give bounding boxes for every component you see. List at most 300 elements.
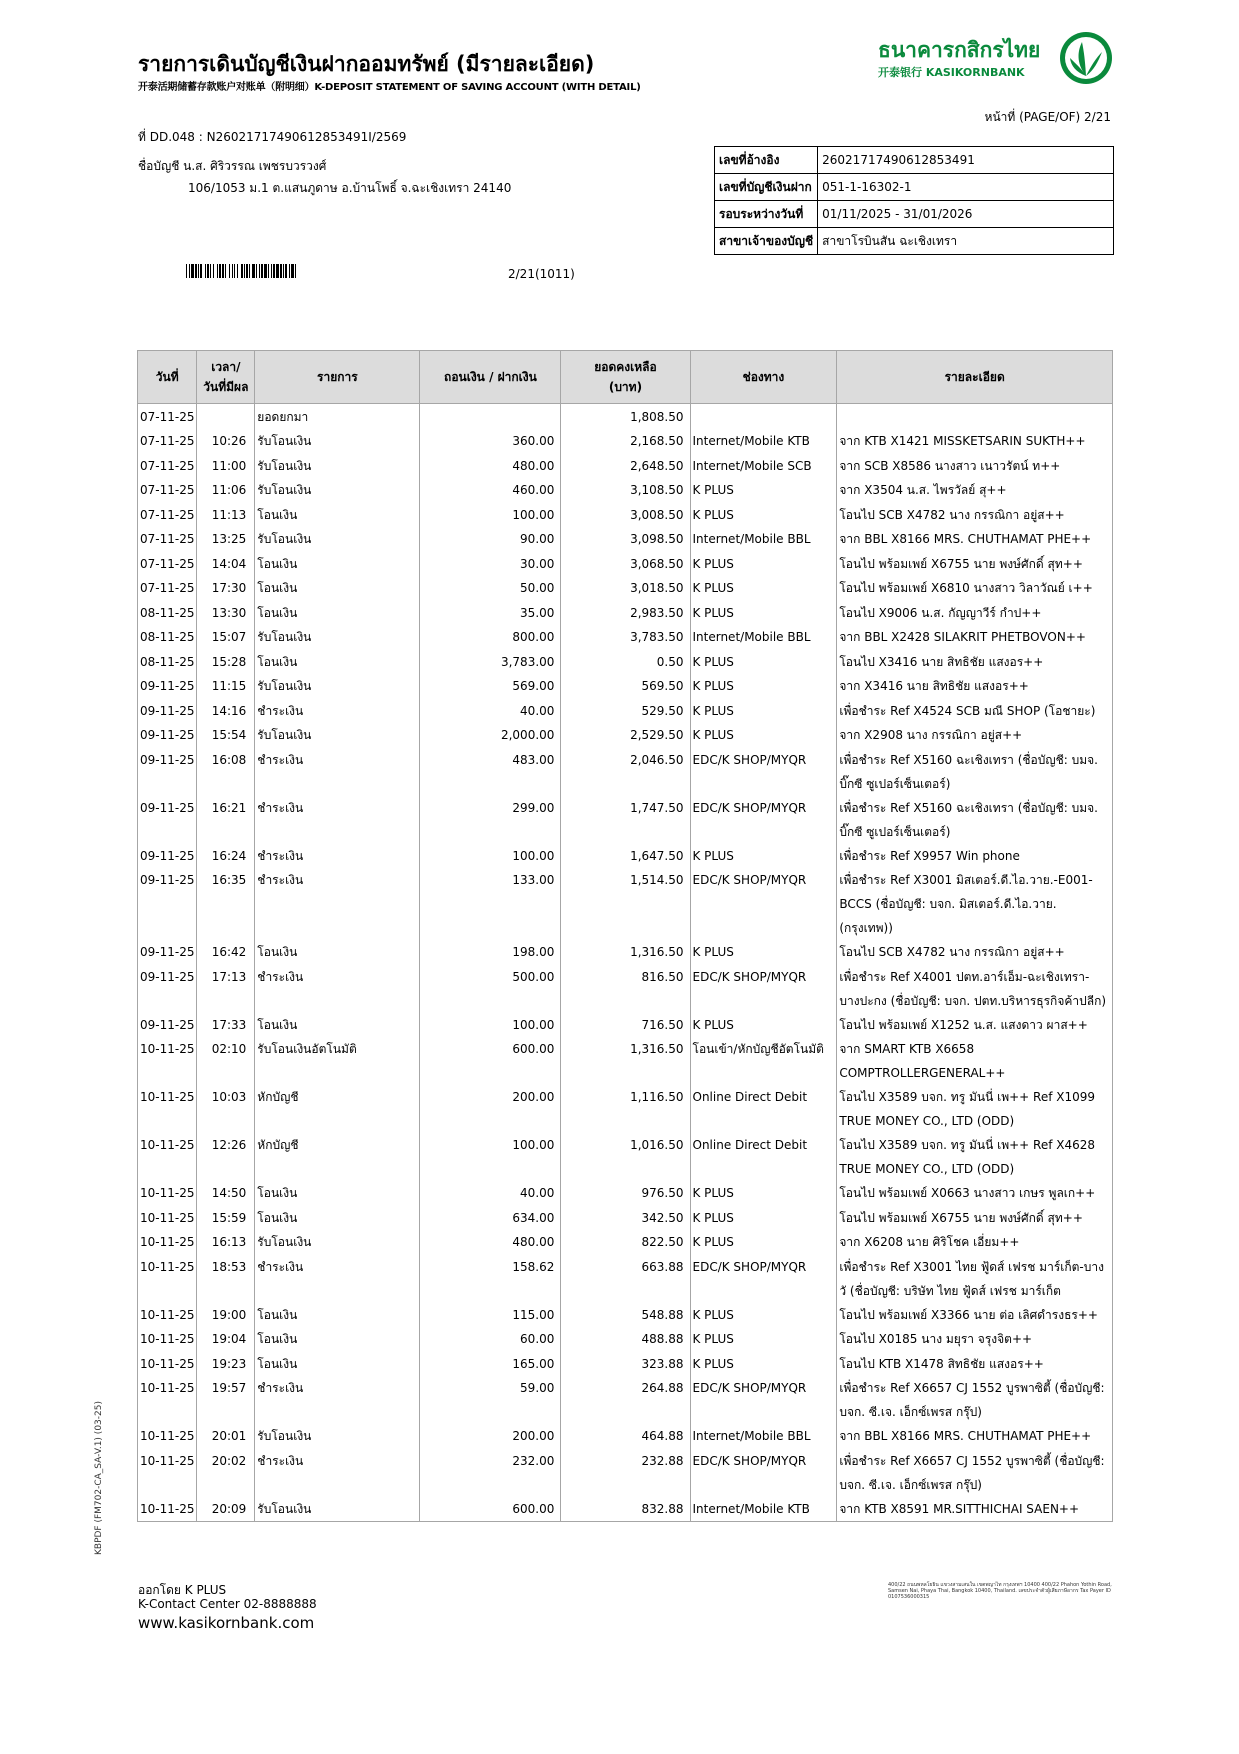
cell-amount: 35.00 — [420, 601, 561, 626]
info-label: เลขที่อ้างอิง — [715, 147, 818, 174]
table-row — [138, 503, 1113, 528]
cell-detail: เพื่อชำระ Ref X4524 SCB มณี SHOP (โอชายะ) — [837, 699, 1113, 724]
table-row — [138, 1013, 1113, 1038]
cell-channel: K PLUS — [690, 1013, 837, 1038]
bank-name-th: ธนาคารกสิกรไทย — [878, 38, 1041, 62]
cell-channel: EDC/K SHOP/MYQR — [690, 1449, 837, 1497]
cell-date: 10-11-25 — [138, 1085, 197, 1133]
cell-detail: จาก BBL X2428 SILAKRIT PHETBOVON++ — [837, 625, 1113, 650]
cell-balance: 2,983.50 — [561, 601, 690, 626]
header-balance-line2: (บาท) — [608, 380, 643, 394]
info-row — [715, 201, 1114, 228]
header-amount: ถอนเงิน / ฝากเงิน — [420, 351, 561, 404]
cell-date: 10-11-25 — [138, 1352, 197, 1377]
cell-channel — [690, 404, 837, 430]
table-row — [138, 748, 1113, 796]
cell-amount: 100.00 — [420, 503, 561, 528]
cell-description: ชำระเงิน — [255, 868, 420, 940]
cell-date: 10-11-25 — [138, 1255, 197, 1303]
cell-channel: Internet/Mobile BBL — [690, 527, 837, 552]
cell-channel: K PLUS — [690, 940, 837, 965]
cell-description: รับโอนเงิน — [255, 478, 420, 503]
cell-channel: K PLUS — [690, 576, 837, 601]
cell-balance: 3,018.50 — [561, 576, 690, 601]
cell-balance: 716.50 — [561, 1013, 690, 1038]
cell-channel: K PLUS — [690, 650, 837, 675]
transactions-table — [137, 350, 1113, 1522]
cell-time: 15:07 — [197, 625, 255, 650]
statement-title: รายการเดินบัญชีเงินฝากออมทรัพย์ (มีรายละเอียด) — [138, 52, 595, 76]
cell-amount: 165.00 — [420, 1352, 561, 1377]
cell-detail: จาก X6208 นาย ศิริโชค เอี่ยม++ — [837, 1230, 1113, 1255]
account-holder-name: ชื่อบัญชี น.ส. ศิริวรรณ เพชรบวรวงศ์ — [138, 159, 327, 173]
cell-amount: 30.00 — [420, 552, 561, 577]
cell-channel: EDC/K SHOP/MYQR — [690, 748, 837, 796]
cell-time: 16:42 — [197, 940, 255, 965]
cell-detail — [837, 404, 1113, 430]
cell-balance: 2,046.50 — [561, 748, 690, 796]
cell-description: โอนเงิน — [255, 1206, 420, 1231]
cell-channel: Internet/Mobile BBL — [690, 625, 837, 650]
cell-date: 09-11-25 — [138, 723, 197, 748]
cell-description: โอนเงิน — [255, 576, 420, 601]
cell-description: ชำระเงิน — [255, 796, 420, 844]
cell-amount: 3,783.00 — [420, 650, 561, 675]
header-channel: ช่องทาง — [690, 351, 837, 404]
cell-channel: EDC/K SHOP/MYQR — [690, 796, 837, 844]
cell-channel: Internet/Mobile SCB — [690, 454, 837, 479]
cell-amount: 483.00 — [420, 748, 561, 796]
cell-amount: 40.00 — [420, 1181, 561, 1206]
cell-description: ชำระเงิน — [255, 1449, 420, 1497]
table-row — [138, 552, 1113, 577]
cell-balance: 2,529.50 — [561, 723, 690, 748]
cell-date: 10-11-25 — [138, 1303, 197, 1328]
cell-detail: โอนไป พร้อมเพย์ X6810 นางสาว วิลาวัณย์ เ++ — [837, 576, 1113, 601]
cell-channel: K PLUS — [690, 1327, 837, 1352]
cell-date: 07-11-25 — [138, 429, 197, 454]
cell-detail: โอนไป X3416 นาย สิทธิชัย แสงอร++ — [837, 650, 1113, 675]
cell-detail: เพื่อชำระ Ref X3001 ไทย ฟู้ดส์ เฟรช มาร์เก็ต-บางวั (ชื่อบัญชี: บริษัท ไทย ฟู้ดส์ เฟรช มาร์เก็ต — [837, 1255, 1113, 1303]
table-row — [138, 1181, 1113, 1206]
header-time — [197, 351, 255, 404]
cell-detail: โอนไป X3589 บจก. ทรู มันนี่ เพ++ Ref X4628 TRUE MONEY CO., LTD (ODD) — [837, 1133, 1113, 1181]
cell-time: 16:35 — [197, 868, 255, 940]
cell-time — [197, 404, 255, 430]
cell-description: รับโอนเงิน — [255, 1230, 420, 1255]
cell-time: 10:03 — [197, 1085, 255, 1133]
cell-channel: K PLUS — [690, 1206, 837, 1231]
cell-detail: จาก KTB X1421 MISSKETSARIN SUKTH++ — [837, 429, 1113, 454]
table-row — [138, 699, 1113, 724]
cell-detail: จาก BBL X8166 MRS. CHUTHAMAT PHE++ — [837, 527, 1113, 552]
cell-channel: K PLUS — [690, 1352, 837, 1377]
cell-balance: 1,514.50 — [561, 868, 690, 940]
cell-time: 15:59 — [197, 1206, 255, 1231]
cell-description: รับโอนเงิน — [255, 674, 420, 699]
table-row — [138, 1424, 1113, 1449]
cell-detail: เพื่อชำระ Ref X5160 ฉะเชิงเทรา (ชื่อบัญชี: บมจ. บิ๊กซี ซูเปอร์เซ็นเตอร์) — [837, 748, 1113, 796]
table-row — [138, 1085, 1113, 1133]
cell-time: 14:16 — [197, 699, 255, 724]
info-value: 01/11/2025 - 31/01/2026 — [818, 201, 1114, 228]
cell-date: 10-11-25 — [138, 1497, 197, 1522]
cell-balance: 663.88 — [561, 1255, 690, 1303]
cell-date: 07-11-25 — [138, 552, 197, 577]
cell-balance: 3,783.50 — [561, 625, 690, 650]
cell-channel: K PLUS — [690, 503, 837, 528]
cell-detail: โอนไป พร้อมเพย์ X6755 นาย พงษ์ศักดิ์ สุท++ — [837, 1206, 1113, 1231]
cell-amount: 569.00 — [420, 674, 561, 699]
table-row — [138, 868, 1113, 940]
cell-date: 10-11-25 — [138, 1181, 197, 1206]
cell-description: โอนเงิน — [255, 1181, 420, 1206]
cell-balance: 548.88 — [561, 1303, 690, 1328]
table-row — [138, 404, 1113, 430]
cell-balance: 3,098.50 — [561, 527, 690, 552]
page-number: หน้าที่ (PAGE/OF) 2/21 — [984, 110, 1111, 124]
cell-amount: 100.00 — [420, 1133, 561, 1181]
cell-amount: 40.00 — [420, 699, 561, 724]
cell-channel: K PLUS — [690, 1181, 837, 1206]
cell-time: 13:25 — [197, 527, 255, 552]
cell-date: 10-11-25 — [138, 1230, 197, 1255]
cell-description: รับโอนเงินอัตโนมัติ — [255, 1037, 420, 1085]
cell-balance: 1,016.50 — [561, 1133, 690, 1181]
cell-description: โอนเงิน — [255, 1303, 420, 1328]
cell-date: 10-11-25 — [138, 1449, 197, 1497]
cell-balance: 488.88 — [561, 1327, 690, 1352]
table-row — [138, 1497, 1113, 1522]
cell-time: 20:09 — [197, 1497, 255, 1522]
cell-time: 15:54 — [197, 723, 255, 748]
account-holder-address: 106/1053 ม.1 ต.แสนภูดาษ อ.บ้านโพธิ์ จ.ฉะเชิงเทรา 24140 — [188, 181, 512, 195]
cell-time: 19:57 — [197, 1376, 255, 1424]
cell-time: 12:26 — [197, 1133, 255, 1181]
cell-detail: เพื่อชำระ Ref X6657 CJ 1552 บูรพาซิตี้ (ชื่อบัญชี: บจก. ซี.เจ. เอ็กซ์เพรส กรุ๊ป) — [837, 1376, 1113, 1424]
table-row — [138, 796, 1113, 844]
cell-description: ยอดยกมา — [255, 404, 420, 430]
header-time-line1: เวลา/ — [211, 360, 241, 374]
cell-detail: เพื่อชำระ Ref X5160 ฉะเชิงเทรา (ชื่อบัญชี: บมจ. บิ๊กซี ซูเปอร์เซ็นเตอร์) — [837, 796, 1113, 844]
cell-time: 11:06 — [197, 478, 255, 503]
cell-date: 08-11-25 — [138, 650, 197, 675]
cell-amount: 480.00 — [420, 454, 561, 479]
cell-amount: 50.00 — [420, 576, 561, 601]
account-info-table — [714, 146, 1114, 255]
table-row — [138, 601, 1113, 626]
barcode-text: 2/21(1011) — [508, 267, 575, 281]
cell-detail: จาก SMART KTB X6658 COMPTROLLERGENERAL++ — [837, 1037, 1113, 1085]
cell-balance: 0.50 — [561, 650, 690, 675]
header-balance — [561, 351, 690, 404]
table-row — [138, 1133, 1113, 1181]
cell-amount: 158.62 — [420, 1255, 561, 1303]
cell-date: 10-11-25 — [138, 1206, 197, 1231]
table-row — [138, 1449, 1113, 1497]
cell-description: รับโอนเงิน — [255, 723, 420, 748]
cell-amount: 2,000.00 — [420, 723, 561, 748]
cell-channel: โอนเข้า/หักบัญชีอัตโนมัติ — [690, 1037, 837, 1085]
cell-balance: 323.88 — [561, 1352, 690, 1377]
cell-balance: 3,008.50 — [561, 503, 690, 528]
cell-time: 19:23 — [197, 1352, 255, 1377]
table-row — [138, 1303, 1113, 1328]
cell-channel: K PLUS — [690, 674, 837, 699]
table-row — [138, 1037, 1113, 1085]
cell-date: 09-11-25 — [138, 796, 197, 844]
info-value: 051-1-16302-1 — [818, 174, 1114, 201]
cell-balance: 1,116.50 — [561, 1085, 690, 1133]
cell-date: 07-11-25 — [138, 454, 197, 479]
header-time-line2: วันที่มีผล — [203, 380, 249, 394]
table-row — [138, 1230, 1113, 1255]
cell-date: 10-11-25 — [138, 1037, 197, 1085]
cell-balance: 816.50 — [561, 965, 690, 1013]
cell-date: 09-11-25 — [138, 844, 197, 869]
info-row — [715, 147, 1114, 174]
cell-description: โอนเงิน — [255, 650, 420, 675]
cell-date: 07-11-25 — [138, 404, 197, 430]
cell-detail: จาก KTB X8591 MR.SITTHICHAI SAEN++ — [837, 1497, 1113, 1522]
cell-detail: โอนไป พร้อมเพย์ X3366 นาย ต่อ เลิศดำรงธร++ — [837, 1303, 1113, 1328]
cell-detail: เพื่อชำระ Ref X4001 ปตท.อาร์เอ็ม-ฉะเชิงเทรา-บางปะกง (ชื่อบัญชี: บจก. ปตท.บริหารธุรกิจค้าปลีก) — [837, 965, 1113, 1013]
cell-amount — [420, 404, 561, 430]
cell-channel: EDC/K SHOP/MYQR — [690, 965, 837, 1013]
cell-description: ชำระเงิน — [255, 699, 420, 724]
cell-time: 17:33 — [197, 1013, 255, 1038]
cell-amount: 59.00 — [420, 1376, 561, 1424]
table-row — [138, 844, 1113, 869]
cell-balance: 529.50 — [561, 699, 690, 724]
header-description: รายการ — [255, 351, 420, 404]
cell-balance: 3,108.50 — [561, 478, 690, 503]
cell-channel: Internet/Mobile KTB — [690, 429, 837, 454]
table-row — [138, 650, 1113, 675]
table-row — [138, 940, 1113, 965]
cell-channel: K PLUS — [690, 1303, 837, 1328]
cell-channel: EDC/K SHOP/MYQR — [690, 1376, 837, 1424]
cell-time: 11:13 — [197, 503, 255, 528]
cell-amount: 100.00 — [420, 844, 561, 869]
cell-time: 15:28 — [197, 650, 255, 675]
cell-time: 20:01 — [197, 1424, 255, 1449]
cell-date: 09-11-25 — [138, 748, 197, 796]
cell-balance: 1,316.50 — [561, 1037, 690, 1085]
table-row — [138, 454, 1113, 479]
cell-amount: 100.00 — [420, 1013, 561, 1038]
table-row — [138, 1352, 1113, 1377]
cell-detail: โอนไป KTB X1478 สิทธิชัย แสงอร++ — [837, 1352, 1113, 1377]
kbank-rice-icon — [1058, 30, 1114, 86]
table-row — [138, 527, 1113, 552]
cell-description: โอนเงิน — [255, 601, 420, 626]
cell-detail: เพื่อชำระ Ref X9957 Win phone — [837, 844, 1113, 869]
cell-time: 11:15 — [197, 674, 255, 699]
cell-detail: จาก SCB X8586 นางสาว เนาวรัตน์ ท++ — [837, 454, 1113, 479]
cell-time: 16:24 — [197, 844, 255, 869]
cell-channel: K PLUS — [690, 601, 837, 626]
cell-time: 13:30 — [197, 601, 255, 626]
cell-time: 16:08 — [197, 748, 255, 796]
header-date: วันที่ — [138, 351, 197, 404]
cell-detail: โอนไป X3589 บจก. ทรู มันนี่ เพ++ Ref X1099 TRUE MONEY CO., LTD (ODD) — [837, 1085, 1113, 1133]
header-balance-line1: ยอดคงเหลือ — [594, 360, 657, 374]
cell-time: 14:04 — [197, 552, 255, 577]
cell-balance: 232.88 — [561, 1449, 690, 1497]
cell-channel: K PLUS — [690, 478, 837, 503]
table-row — [138, 625, 1113, 650]
cell-date: 10-11-25 — [138, 1133, 197, 1181]
cell-channel: Internet/Mobile KTB — [690, 1497, 837, 1522]
cell-detail: เพื่อชำระ Ref X3001 มิสเตอร์.ดี.ไอ.วาย.-E001-BCCS (ชื่อบัญชี: บจก. มิสเตอร์.ดี.ไอ.วาย.(กรุงเทพ)) — [837, 868, 1113, 940]
cell-date: 07-11-25 — [138, 527, 197, 552]
cell-channel: Online Direct Debit — [690, 1085, 837, 1133]
cell-balance: 976.50 — [561, 1181, 690, 1206]
cell-time: 16:21 — [197, 796, 255, 844]
cell-detail: โอนไป SCB X4782 นาง กรรณิกา อยู่ส++ — [837, 503, 1113, 528]
table-row — [138, 965, 1113, 1013]
cell-detail: จาก X2908 นาง กรรณิกา อยู่ส++ — [837, 723, 1113, 748]
cell-description: รับโอนเงิน — [255, 625, 420, 650]
cell-channel: K PLUS — [690, 844, 837, 869]
table-row — [138, 1255, 1113, 1303]
cell-amount: 299.00 — [420, 796, 561, 844]
cell-channel: Online Direct Debit — [690, 1133, 837, 1181]
cell-time: 10:26 — [197, 429, 255, 454]
cell-description: ชำระเงิน — [255, 844, 420, 869]
cell-date: 08-11-25 — [138, 625, 197, 650]
cell-date: 10-11-25 — [138, 1327, 197, 1352]
cell-channel: Internet/Mobile BBL — [690, 1424, 837, 1449]
form-code: KBPDF (FM702-CA_SA-V.1) (03-25) — [94, 1401, 104, 1555]
cell-channel: EDC/K SHOP/MYQR — [690, 1255, 837, 1303]
cell-date: 09-11-25 — [138, 868, 197, 940]
cell-time: 19:00 — [197, 1303, 255, 1328]
cell-detail: โอนไป พร้อมเพย์ X6755 นาย พงษ์ศักดิ์ สุท++ — [837, 552, 1113, 577]
cell-date: 09-11-25 — [138, 1013, 197, 1038]
cell-description: รับโอนเงิน — [255, 1424, 420, 1449]
cell-amount: 200.00 — [420, 1424, 561, 1449]
cell-amount: 600.00 — [420, 1037, 561, 1085]
bank-address-fine-print: 400/22 ถนนพหลโยธิน แขวงสามเสนใน เขตพญาไท กรุงเทพฯ 10400 400/22 Phahon Yothin Road, Samsen Nai, Phaya Thai, Bangkok 10400, Thailand. เลขประจำตัวผู้เสียภาษีอากร Tax Payer ID 0107536000315 — [888, 1582, 1112, 1600]
cell-description: โอนเงิน — [255, 940, 420, 965]
header-detail: รายละเอียด — [837, 351, 1113, 404]
cell-channel: K PLUS — [690, 1230, 837, 1255]
cell-date: 09-11-25 — [138, 674, 197, 699]
cell-date: 10-11-25 — [138, 1376, 197, 1424]
info-row — [715, 174, 1114, 201]
statement-subtitle: 开泰活期储蓄存款账户对账单（附明细）K-DEPOSIT STATEMENT OF SAVING ACCOUNT (WITH DETAIL) — [138, 82, 641, 93]
cell-time: 19:04 — [197, 1327, 255, 1352]
cell-balance: 3,068.50 — [561, 552, 690, 577]
cell-amount: 133.00 — [420, 868, 561, 940]
cell-channel: K PLUS — [690, 723, 837, 748]
info-row — [715, 228, 1114, 255]
cell-date: 07-11-25 — [138, 478, 197, 503]
cell-description: โอนเงิน — [255, 1327, 420, 1352]
cell-amount: 60.00 — [420, 1327, 561, 1352]
cell-description: รับโอนเงิน — [255, 527, 420, 552]
cell-amount: 232.00 — [420, 1449, 561, 1497]
cell-amount: 460.00 — [420, 478, 561, 503]
cell-balance: 464.88 — [561, 1424, 690, 1449]
cell-detail: โอนไป พร้อมเพย์ X0663 นางสาว เกษร พูลเก++ — [837, 1181, 1113, 1206]
cell-balance: 2,648.50 — [561, 454, 690, 479]
cell-time: 20:02 — [197, 1449, 255, 1497]
cell-description: ชำระเงิน — [255, 965, 420, 1013]
info-label: เลขที่บัญชีเงินฝาก — [715, 174, 818, 201]
cell-time: 16:13 — [197, 1230, 255, 1255]
cell-amount: 634.00 — [420, 1206, 561, 1231]
cell-description: หักบัญชี — [255, 1085, 420, 1133]
table-row — [138, 576, 1113, 601]
cell-date: 09-11-25 — [138, 940, 197, 965]
cell-date: 10-11-25 — [138, 1424, 197, 1449]
barcode — [186, 264, 384, 278]
cell-date: 08-11-25 — [138, 601, 197, 626]
cell-balance: 2,168.50 — [561, 429, 690, 454]
cell-description: โอนเงิน — [255, 1013, 420, 1038]
cell-date: 09-11-25 — [138, 965, 197, 1013]
cell-description: รับโอนเงิน — [255, 454, 420, 479]
cell-amount: 115.00 — [420, 1303, 561, 1328]
cell-description: โอนเงิน — [255, 1352, 420, 1377]
table-row — [138, 1376, 1113, 1424]
cell-description: โอนเงิน — [255, 503, 420, 528]
table-row — [138, 429, 1113, 454]
bank-website[interactable]: www.kasikornbank.com — [138, 1614, 315, 1632]
table-row — [138, 1206, 1113, 1231]
cell-detail: จาก X3504 น.ส. ไพรวัลย์ สุ++ — [837, 478, 1113, 503]
cell-balance: 569.50 — [561, 674, 690, 699]
cell-amount: 200.00 — [420, 1085, 561, 1133]
cell-description: ชำระเงิน — [255, 1255, 420, 1303]
cell-description: รับโอนเงิน — [255, 429, 420, 454]
cell-detail: โอนไป X0185 นาง มยุรา จรุงจิต++ — [837, 1327, 1113, 1352]
cell-description: ชำระเงิน — [255, 1376, 420, 1424]
cell-amount: 600.00 — [420, 1497, 561, 1522]
info-label: รอบระหว่างวันที่ — [715, 201, 818, 228]
cell-date: 07-11-25 — [138, 503, 197, 528]
cell-time: 17:13 — [197, 965, 255, 1013]
cell-time: 11:00 — [197, 454, 255, 479]
table-row — [138, 1327, 1113, 1352]
cell-description: หักบัญชี — [255, 1133, 420, 1181]
cell-detail: จาก X3416 นาย สิทธิชัย แสงอร++ — [837, 674, 1113, 699]
cell-amount: 198.00 — [420, 940, 561, 965]
cell-amount: 480.00 — [420, 1230, 561, 1255]
contact-center: K-Contact Center 02-8888888 — [138, 1597, 317, 1611]
cell-description: รับโอนเงิน — [255, 1497, 420, 1522]
cell-date: 09-11-25 — [138, 699, 197, 724]
cell-balance: 832.88 — [561, 1497, 690, 1522]
cell-balance: 822.50 — [561, 1230, 690, 1255]
issued-by: ออกโดย K PLUS — [138, 1583, 227, 1597]
cell-amount: 90.00 — [420, 527, 561, 552]
bank-logo — [868, 30, 1118, 86]
table-row — [138, 674, 1113, 699]
cell-balance: 342.50 — [561, 1206, 690, 1231]
cell-amount: 360.00 — [420, 429, 561, 454]
cell-time: 14:50 — [197, 1181, 255, 1206]
table-row — [138, 478, 1113, 503]
info-value: สาขาโรบินสัน ฉะเชิงเทรา — [818, 228, 1114, 255]
cell-time: 18:53 — [197, 1255, 255, 1303]
document-reference: ที่ DD.048 : N26021717490612853491I/2569 — [138, 130, 407, 144]
info-label: สาขาเจ้าของบัญชี — [715, 228, 818, 255]
bank-name-en: 开泰银行 KASIKORNBANK — [878, 66, 1025, 79]
